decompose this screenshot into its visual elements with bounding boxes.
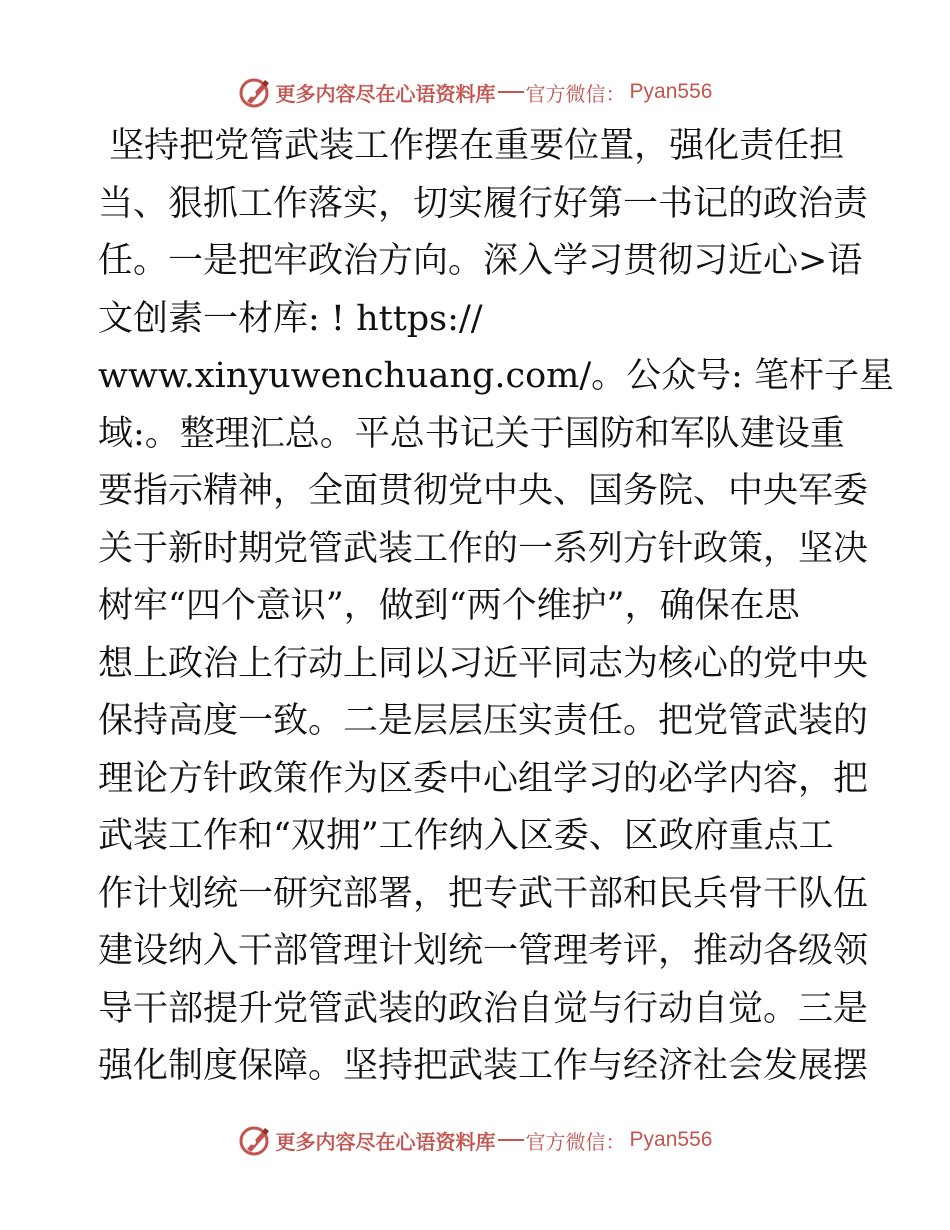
body-line: 坚持把党管武装工作摆在重要位置，强化责任担 [98, 126, 845, 166]
watermark-official-label: 官方微信： [525, 1129, 626, 1154]
pen-logo-icon [238, 1123, 272, 1157]
body-line: 任。一是把牢政治方向。深入学习贯彻习近心>语 [98, 241, 863, 281]
body-line: www.xinyuwenchuang.com/。公众号: 笔杆子星 [98, 356, 895, 396]
body-line: 理论方针政策作为区委中心组学习的必学内容，把 [98, 758, 869, 799]
body-line: 保持高度一致。二是层层压实责任。把党管武装的 [98, 701, 869, 741]
document-body [98, 118, 895, 1096]
watermark-brand: 更多内容尽在心语资料库 [275, 81, 496, 106]
body-line: 要指示精神，全面贯彻党中央、国务院、中央军委 [98, 471, 869, 511]
body-line: 关于新时期党管武装工作的一系列方针政策，坚决 [98, 528, 869, 569]
header-watermark [0, 72, 950, 112]
watermark-brand: 更多内容尽在心语资料库 [275, 1129, 496, 1154]
body-line: 文创素一材库: ! https:// [98, 298, 483, 339]
watermark-dash [498, 1139, 524, 1141]
body-line: 树牢“四个意识”，做到“两个维护”，确保在思 [98, 586, 800, 626]
body-line: 作计划统一研究部署，把专武干部和民兵骨干队伍 [98, 873, 869, 914]
footer-watermark [0, 1120, 950, 1160]
body-line: 想上政治上行动上同以习近平同志为核心的党中央 [98, 643, 869, 684]
body-line: 当、狠抓工作落实，切实履行好第一书记的政治责 [98, 183, 869, 224]
watermark-handle: Pyan556 [629, 1128, 713, 1151]
body-line: 导干部提升党管武装的政治自觉与行动自觉。三是 [98, 988, 869, 1029]
body-line: 域:。整理汇总。平总书记关于国防和军队建设重 [98, 413, 845, 454]
watermark-dash [498, 91, 524, 93]
body-line: 建设纳入干部管理计划统一管理考评，推动各级领 [98, 931, 869, 971]
watermark-handle: Pyan556 [629, 80, 713, 103]
pen-logo-icon [238, 75, 272, 109]
body-line: 武装工作和“双拥”工作纳入区委、区政府重点工 [98, 816, 834, 856]
watermark-official-label: 官方微信： [525, 81, 626, 106]
body-line: 强化制度保障。坚持把武装工作与经济社会发展摆 [98, 1046, 869, 1086]
